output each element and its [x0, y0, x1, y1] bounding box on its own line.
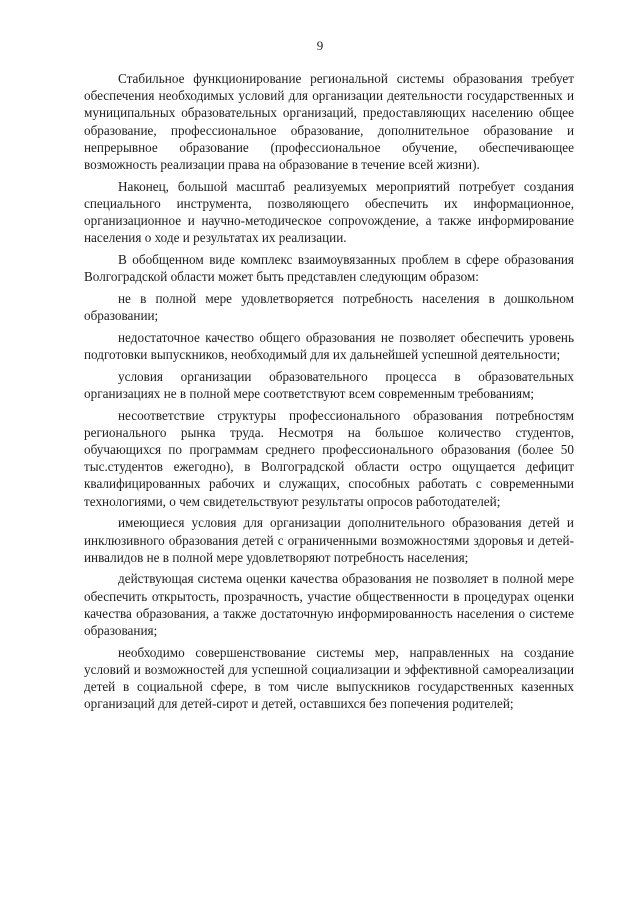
paragraph-special-instrument: Наконец, большой масштаб реализуемых мероприятий потребует создания специального инструмента, позволяющего обеспечить их информационное, организационное и научно-методическое сопроvождение, а также информирование населения о ходе и результатах их реализации.	[84, 178, 574, 246]
paragraph-problems-intro: В обобщенном виде комплекс взаимоувязанных проблем в сфере образования Волгоградской области может быть представлен следующим образом:	[84, 252, 574, 285]
list-item-general-education-quality: недостаточное качество общего образования не позволяет обеспечить уровень подготовки выпускников, необходимый для их дальнейшей успешной деятельности;	[84, 329, 574, 363]
page-number: 9	[316, 38, 324, 53]
list-item-vocational-mismatch: несоответствие структуры профессионального образования потребностям регионального рынка труда. Несмотря на большое количество студентов, обучающихся по программам среднего профессионального образования (более 50 тыс.студентов ежегодно), в Волгоградской области остро ощущается дефицит квалифицированных рабочих и служащих, способных работать с современными технологиями, о чем свидетельствуют результаты опросов работодателей;	[84, 407, 574, 509]
list-item-preschool: не в полной мере удовлетворяется потребность населения в дошкольном образовании;	[84, 290, 574, 324]
list-item-additional-inclusive-education: имеющиеся условия для организации дополнительного образования детей и инклюзивного образования детей с ограниченными возможностями здоровья и детей-инвалидов не в полной мере удовлетворяют потребность населения;	[84, 515, 574, 565]
document-body	[84, 70, 574, 717]
paragraph-system-stability: Стабильное функционирование региональной системы образования требует обеспечения необходимых условий для организации деятельности государственных и муниципальных образовательных организаций, предоставляющих населению общее образование, профессиональное образование, дополнительное образование и непрерывное образование (профессиональное обучение, обеспечивающее возможность реализации права на образование в течение всей жизни).	[84, 71, 574, 173]
list-item-socialization-measures: необходимо совершенствование системы мер, направленных на создание условий и возможностей для успешной социализации и эффективной самореализации детей в социальной сфере, в том числе выпускников государственных казенных организаций для детей-сирот и детей, оставшихся без попечения родителей;	[84, 644, 574, 712]
list-item-educational-process-conditions: условия организации образовательного процесса в образовательных организациях не в полной мере соответствуют всем современным требованиям;	[84, 368, 574, 401]
list-item-quality-assessment: действующая система оценки качества образования не позволяет в полной мере обеспечить открытость, прозрачность, участие общественности в процедурах оценки качества образования, а также достаточную информированность населения о системе образования;	[84, 571, 574, 639]
